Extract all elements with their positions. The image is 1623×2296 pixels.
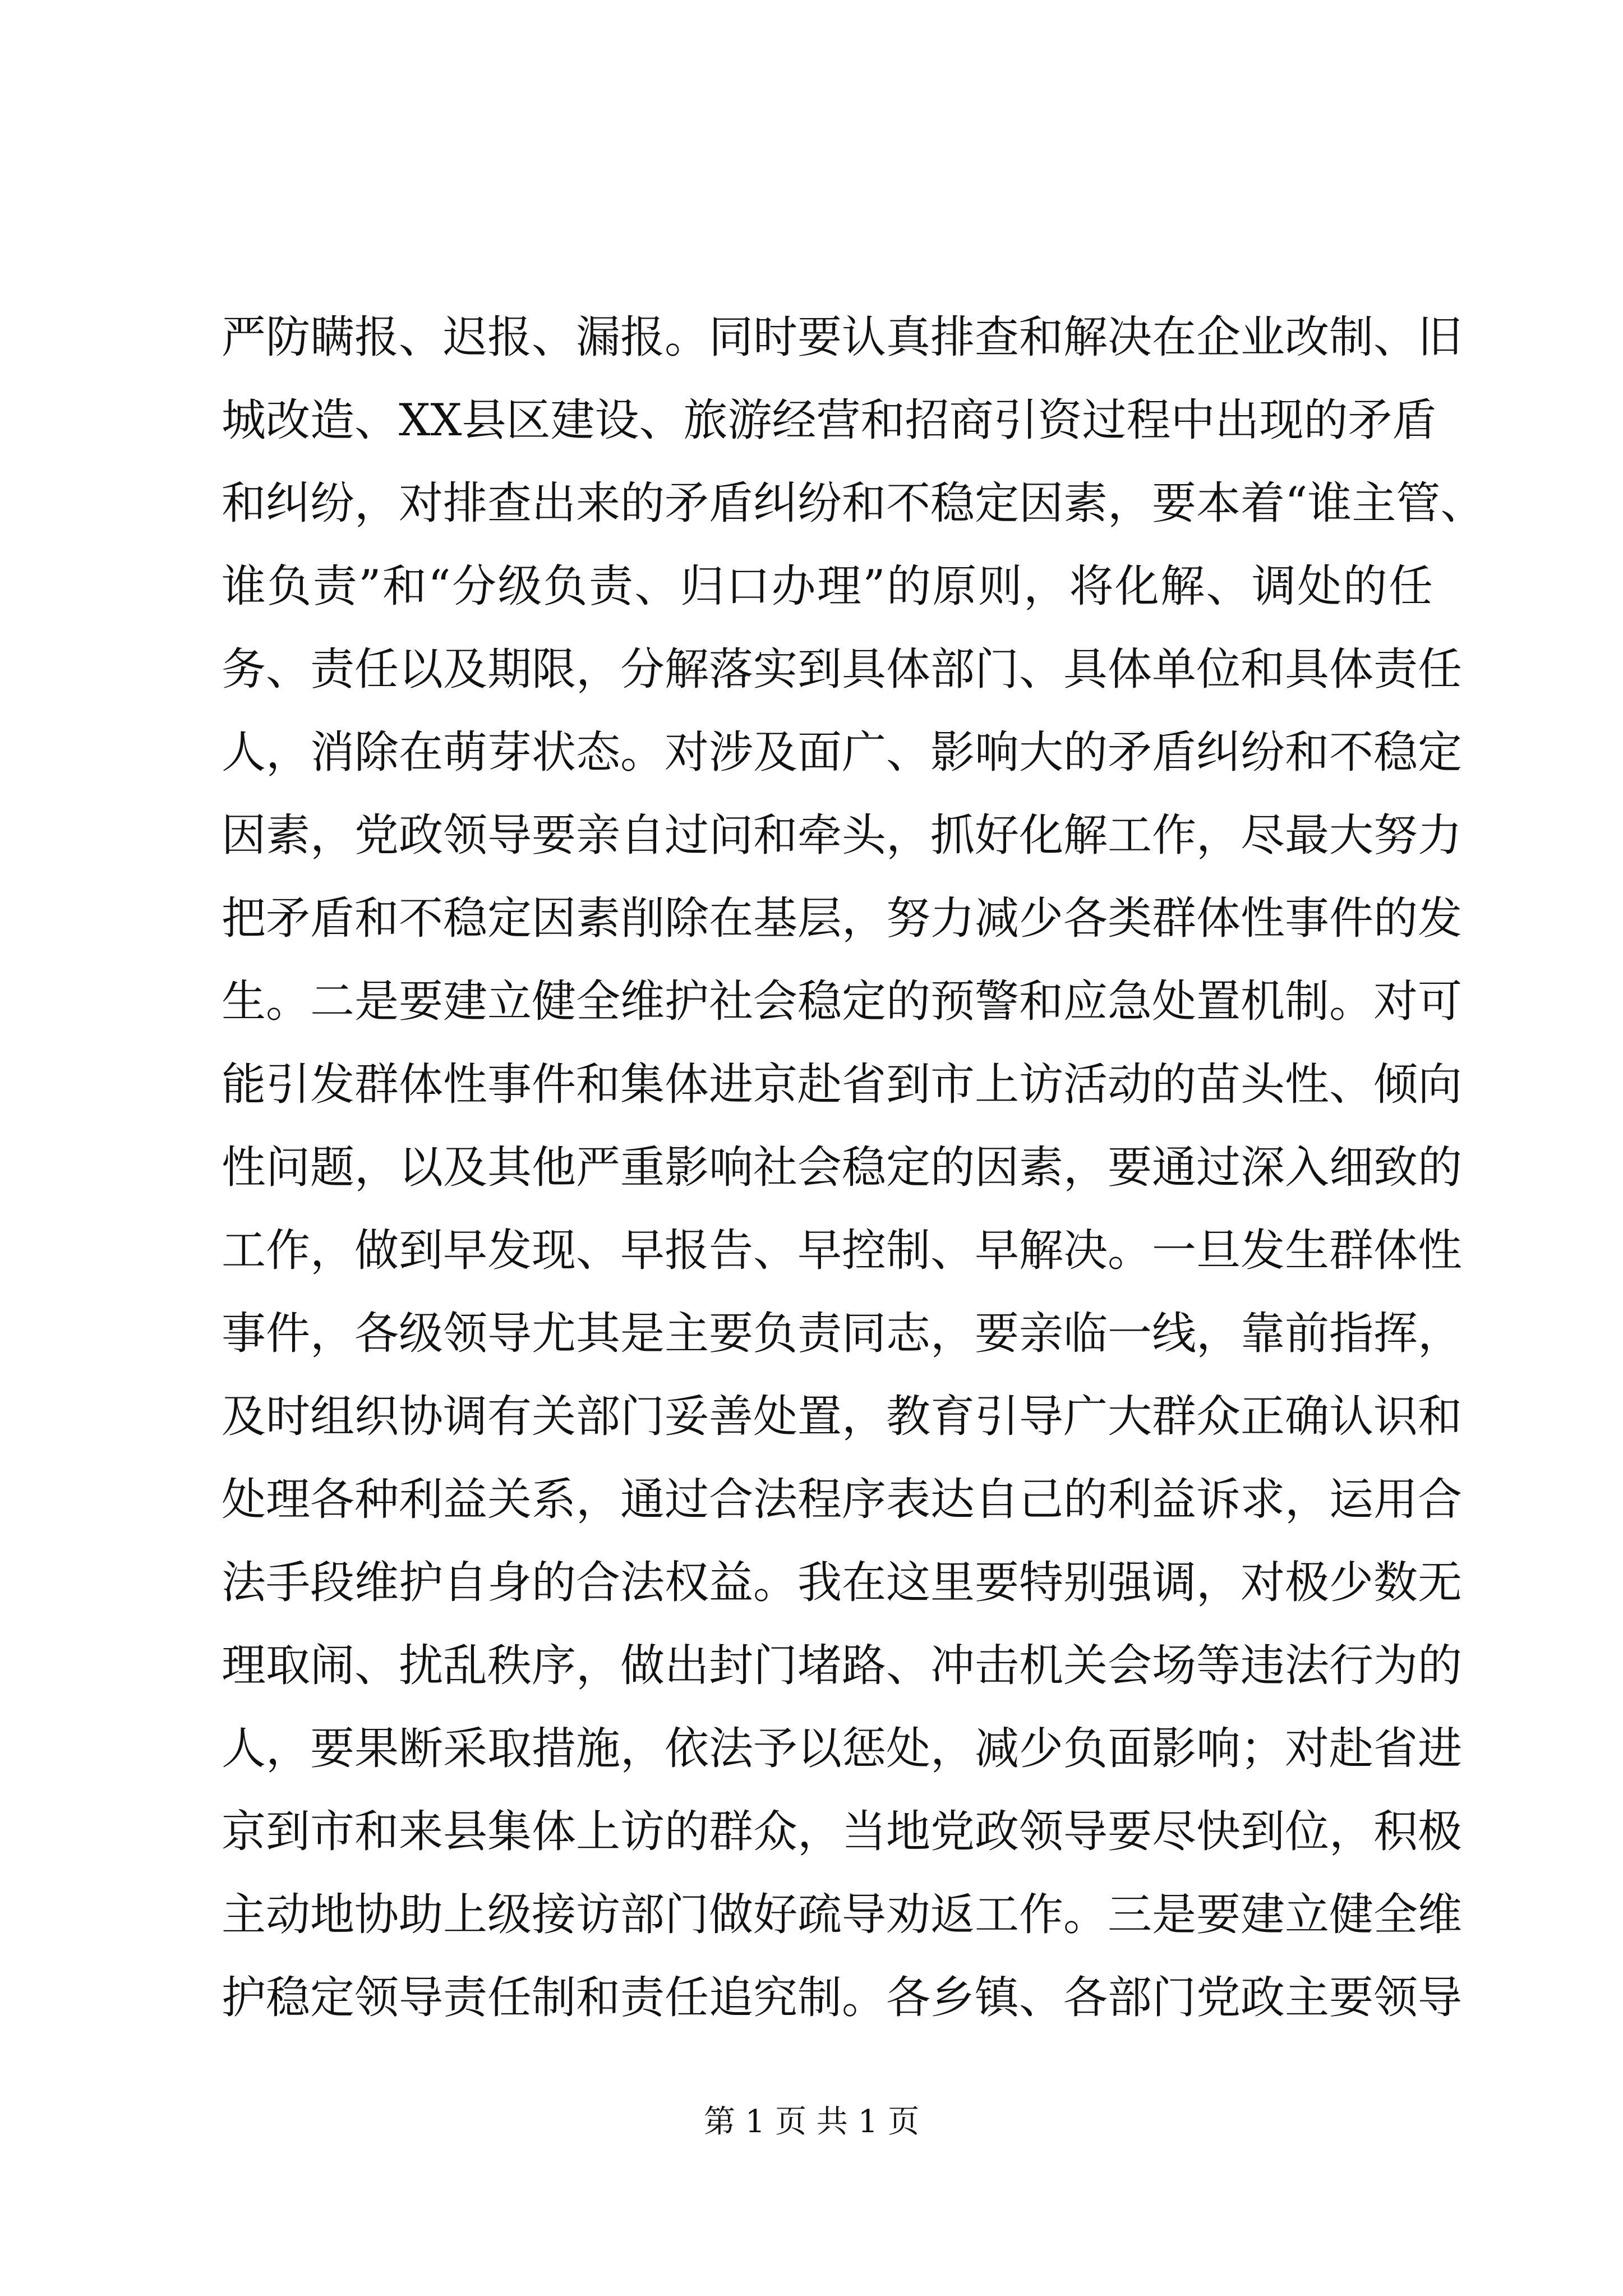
text-line: 生。二是要建立健全维护社会稳定的预警和应急处置机制。对可 bbox=[222, 976, 1462, 1027]
text-line: 谁负责”和“分级负责、归口办理”的原则，将化解、调处的任 bbox=[222, 560, 1433, 612]
page-footer: 第 1 页 共 1 页 bbox=[703, 2104, 920, 2140]
text-line: 能引发群体性事件和集体进京赴省到市上访活动的苗头性、倾向 bbox=[222, 1059, 1462, 1110]
text-line: 人，消除在萌芽状态。对涉及面广、影响大的矛盾纠纷和不稳定 bbox=[222, 726, 1462, 778]
text-line: 因素，党政领导要亲自过问和牵头，抓好化解工作，尽最大努力 bbox=[222, 809, 1462, 861]
text-line: 理取闹、扰乱秩序，做出封门堵路、冲击机关会场等违法行为的 bbox=[222, 1640, 1462, 1691]
text-line: 性问题，以及其他严重影响社会稳定的因素，要通过深入细致的 bbox=[222, 1142, 1462, 1193]
text-line: 严防瞒报、迟报、漏报。同时要认真排查和解决在企业改制、旧 bbox=[222, 311, 1462, 363]
text-line: 和纠纷，对排查出来的矛盾纠纷和不稳定因素，要本着“谁主管、 bbox=[222, 477, 1485, 529]
text-line: 法手段维护自身的合法权益。我在这里要特别强调，对极少数无 bbox=[222, 1557, 1462, 1608]
text-line: 工作，做到早发现、早报告、早控制、早解决。一旦发生群体性 bbox=[222, 1225, 1462, 1276]
text-line: 务、责任以及期限，分解落实到具体部门、具体单位和具体责任 bbox=[222, 643, 1462, 695]
body-text bbox=[222, 296, 1485, 2039]
text-line: 主动地协助上级接访部门做好疏导劝返工作。三是要建立健全维 bbox=[222, 1889, 1462, 1940]
text-line: 护稳定领导责任制和责任追究制。各乡镇、各部门党政主要领导 bbox=[222, 1972, 1462, 2023]
text-line: 把矛盾和不稳定因素削除在基层，努力减少各类群体性事件的发 bbox=[222, 892, 1462, 944]
text-line: 人，要果断采取措施，依法予以惩处，减少负面影响；对赴省进 bbox=[222, 1723, 1462, 1774]
text-line: 事件，各级领导尤其是主要负责同志，要亲临一线，靠前指挥， bbox=[222, 1308, 1462, 1359]
text-line: 及时组织协调有关部门妥善处置，教育引导广大群众正确认识和 bbox=[222, 1391, 1462, 1442]
text-line: 城改造、XX县区建设、旅游经营和招商引资过程中出现的矛盾 bbox=[222, 394, 1437, 446]
text-line: 京到市和来县集体上访的群众，当地党政领导要尽快到位，积极 bbox=[222, 1806, 1462, 1857]
text-line: 处理各种利益关系，通过合法程序表达自己的利益诉求，运用合 bbox=[222, 1474, 1462, 1525]
